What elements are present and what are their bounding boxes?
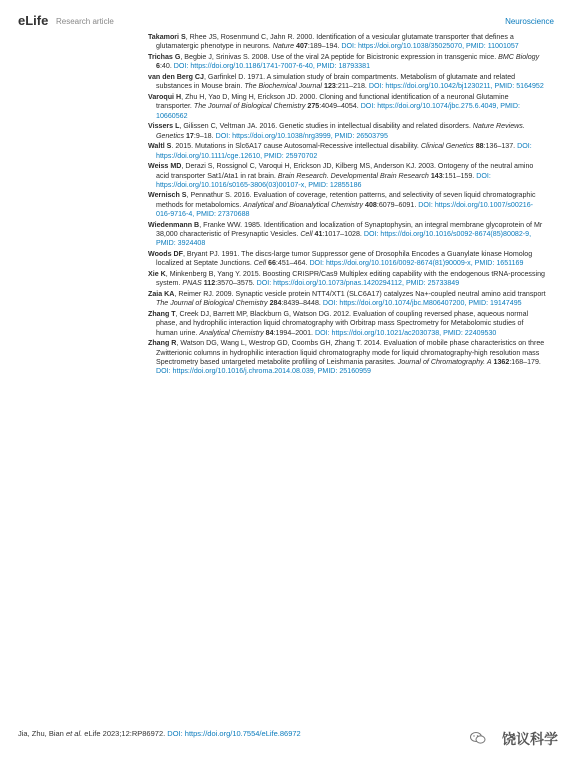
reference-doi-link[interactable]: DOI: https://doi.org/10.1038/nrg3999, PMID: 26503795 [215,131,388,140]
reference-authors: Wernisch S [148,191,187,200]
reference-volume: 17 [185,131,194,140]
footer-citation-journal: eLife 2023;12:RP86972. [82,729,168,738]
reference-list [148,33,546,378]
reference-text: , Rhee JS, Rosenmund C, Jahn R. 2000. Identification of a vesicular glutamate transporter that defines a glutamatergic phenotype in neurons. [156,33,514,51]
wechat-icon [470,732,486,744]
reference-pages: :211–218. [335,82,369,91]
reference-text: , Minkenberg B, Yang Y. 2015. Boosting CRISPR/Cas9 Multiplex editing capability with the endogenous tRNA-processing system. [156,270,545,288]
reference-journal: Analytical Chemistry [199,328,264,337]
reference-doi-link[interactable]: DOI: https://doi.org/10.1007/s00216-016-9716-4, PMID: 27370688 [156,200,534,219]
reference-text: , Gilissen C, Veltman JA. 2016. Genetic studies in intellectual disability and related disorders. [179,122,473,131]
reference-journal: BMC Biology [498,52,540,61]
reference-item [148,290,546,309]
reference-journal: Analytical and Bioanalytical Chemistry [243,200,364,209]
reference-item [148,162,546,190]
reference-volume: 41 [314,230,323,239]
reference-authors: Weiss MD [148,162,182,171]
reference-doi-link[interactable]: DOI: https://doi.org/10.1074/jbc.M806407200, PMID: 19147495 [322,299,522,308]
reference-text: , Begbie J, Srinivas S. 2008. Use of the viral 2A peptide for Bicistronic expression in transgenic mice. [180,52,499,61]
reference-item [148,191,546,219]
reference-item [148,122,546,141]
reference-text: , Zhu H, Yao D, Ming H, Erickson JD. 2000. Cloning and functional identification of a neuronal Glutamine transporter. [156,92,509,111]
reference-doi-link[interactable]: DOI: https://doi.org/10.1074/jbc.275.6.4049, PMID: 10660562 [156,102,520,120]
reference-text: , Garfinkel D. 1971. A simulation study of brain compartments. Metabolism of glutamate and related substances in Mouse brain. [156,72,516,91]
reference-authors: Takamori S [148,33,186,41]
reference-authors: Zaia KA [148,290,175,299]
reference-volume: 275 [307,102,320,111]
footer-citation-authors: Jia, Zhu, Bian [18,729,66,738]
reference-volume: 88 [475,142,484,151]
reference-volume: 84 [265,328,274,337]
reference-text: , Pennathur S. 2016. Evaluation of coverage, retention patterns, and selectivity of seven liquid chromatographic methods for metabolomics. [156,191,536,209]
reference-doi-link[interactable]: DOI: https://doi.org/10.1073/pnas.1420294112, PMID: 25733849 [256,279,460,288]
reference-volume: 112 [203,279,216,288]
reference-text: , Creek DJ, Barrett MP, Blackburn G, Watson DG. 2012. Evaluation of coupling reversed phase, aqueous normal phase, and hydrophilic interaction liquid chromatography with Orbitrap mass Spectrometry for Metabolomic studies of human urine. [156,310,529,337]
reference-authors: Waltl S [148,142,172,151]
reference-pages: :1994–2001. [273,328,315,337]
reference-doi-link[interactable]: DOI: https://doi.org/10.1021/ac2030738, PMID: 22409530 [314,328,497,337]
reference-volume: 66 [268,259,276,268]
footer-citation-etal: et al. [65,729,83,738]
reference-pages: :4049–4054. [319,102,361,111]
reference-journal: Nature [272,42,295,51]
reference-authors: Zhang T [148,310,176,318]
reference-text: , Watson DG, Wang L, Westrop GD, Coombs GH, Zhang T. 2014. Evaluation of mobile phase characteristics on three Zwitterionic columns in hydrophilic interaction liquid chromatography mode for liquid chromatography-high resolution mass Spectrometry based untargeted metabolite profiling of Leishmania parasites. [156,339,545,366]
reference-pages: :151–159. [442,171,477,180]
reference-item [148,339,546,376]
reference-pages: :9–18. [193,131,216,140]
reference-authors: Xie K [148,270,166,279]
reference-journal: Cell [300,230,313,239]
reference-item [148,93,546,121]
reference-item [148,221,546,249]
reference-item [148,33,546,52]
reference-pages: :6079–6091. [376,200,419,209]
watermark-text: 饶议科学 [502,731,558,747]
reference-volume: 1362 [493,357,510,366]
reference-journal: Nature Reviews. Genetics [156,122,525,140]
reference-authors: Wiedenmann B [148,220,200,229]
reference-journal: Cell [253,259,267,268]
reference-doi-link[interactable]: DOI: https://doi.org/10.1042/bj1230211, PMID: 5164952 [368,82,544,91]
reference-doi-link[interactable]: DOI: https://doi.org/10.1016/0092-8674(81)90009-x, PMID: 1651169 [309,259,524,268]
reference-doi-link[interactable]: DOI: https://doi.org/10.1186/1741-7007-6-40, PMID: 18793381 [173,62,371,71]
reference-pages: :451–464. [275,259,310,268]
reference-journal: PNAS [182,279,202,288]
reference-item [148,250,546,269]
page-footer [18,729,301,738]
reference-journal: The Biochemical Journal [244,82,323,91]
reference-authors: Varoqui H [148,92,182,101]
reference-doi-link[interactable]: DOI: https://doi.org/10.1016/s0165-3806(03)00107-x, PMID: 12855186 [156,171,491,189]
elife-logo[interactable]: eLife [18,13,49,28]
reference-text: , Derazi S, Rossignol C, Varoqui H, Erickson JD, Kilberg MS, Anderson KJ. 2003. Ontogeny of the neutral amino acid transporter Sat1/Ata1 in rat brain. [156,162,534,180]
reference-item [148,142,546,161]
reference-doi-link[interactable]: DOI: https://doi.org/10.1016/j.chroma.2014.08.039, PMID: 25160959 [156,367,371,376]
reference-authors: van den Berg CJ [148,72,204,81]
reference-item [148,270,546,289]
reference-authors: Zhang R [148,339,177,348]
reference-text: . 2015. Mutations in Slc6A17 cause Autosomal-Recessive intellectual disability. [171,142,421,151]
reference-journal: The Journal of Biological Chemistry [193,102,306,111]
reference-journal: Clinical Genetics [420,142,474,151]
reference-volume: 408 [365,200,377,209]
reference-pages: :136–137. [483,142,518,151]
reference-text: , Franke WW. 1985. Identification and localization of Synaptophysin, an integral membrane glycoprotein of Mr 38,000 characteristic of Presynaptic Vesicles. [156,220,543,239]
reference-volume: 284 [269,299,282,308]
footer-doi-link[interactable]: DOI: https://doi.org/10.7554/eLife.86972 [167,729,301,738]
reference-doi-link[interactable]: DOI: https://doi.org/10.1111/cge.12610, PMID: 25970702 [156,142,532,160]
reference-journal: Brain Research. Developmental Brain Research [277,171,429,180]
watermark [458,722,558,752]
reference-authors: Vissers L [148,122,180,131]
reference-doi-link[interactable]: DOI: https://doi.org/10.1038/35025070, PMID: 11001057 [341,42,519,51]
reference-item [148,310,546,338]
reference-pages: :168–179. [509,357,541,366]
reference-pages: :189–194. [307,42,342,51]
reference-authors: Woods DF [148,250,183,259]
article-type: Research article [56,17,114,26]
reference-authors: Trichas G [148,52,181,61]
reference-pages: :1017–1028. [322,230,364,239]
reference-pages: :40. [159,62,174,71]
reference-journal: Journal of Chromatography. A [397,357,492,366]
reference-doi-link[interactable]: DOI: https://doi.org/10.1016/s0092-8674(85)80082-9, PMID: 3924408 [156,230,532,248]
reference-item [148,53,546,72]
reference-volume: 6 [156,62,160,71]
page-header [18,13,554,29]
reference-volume: 143 [430,171,443,180]
reference-volume: 123 [324,82,336,91]
reference-text: , Reimer RJ. 2009. Synaptic vesicle protein NTT4/XT1 (SLC6A17) catalyzes Na+-coupled neutral amino acid transport [174,290,546,299]
reference-journal: The Journal of Biological Chemistry [156,299,268,308]
reference-text: , Bryant PJ. 1991. The discs-large tumor Suppressor gene of Drosophila Encodes a Guanylate kinase Homolog localized at Septate Junctions. [156,250,533,268]
reference-volume: 407 [296,42,308,51]
reference-pages: :8439–8448. [281,299,323,308]
reference-item [148,73,546,92]
section-label[interactable]: Neuroscience [505,17,554,26]
reference-pages: :3570–3575. [215,279,257,288]
